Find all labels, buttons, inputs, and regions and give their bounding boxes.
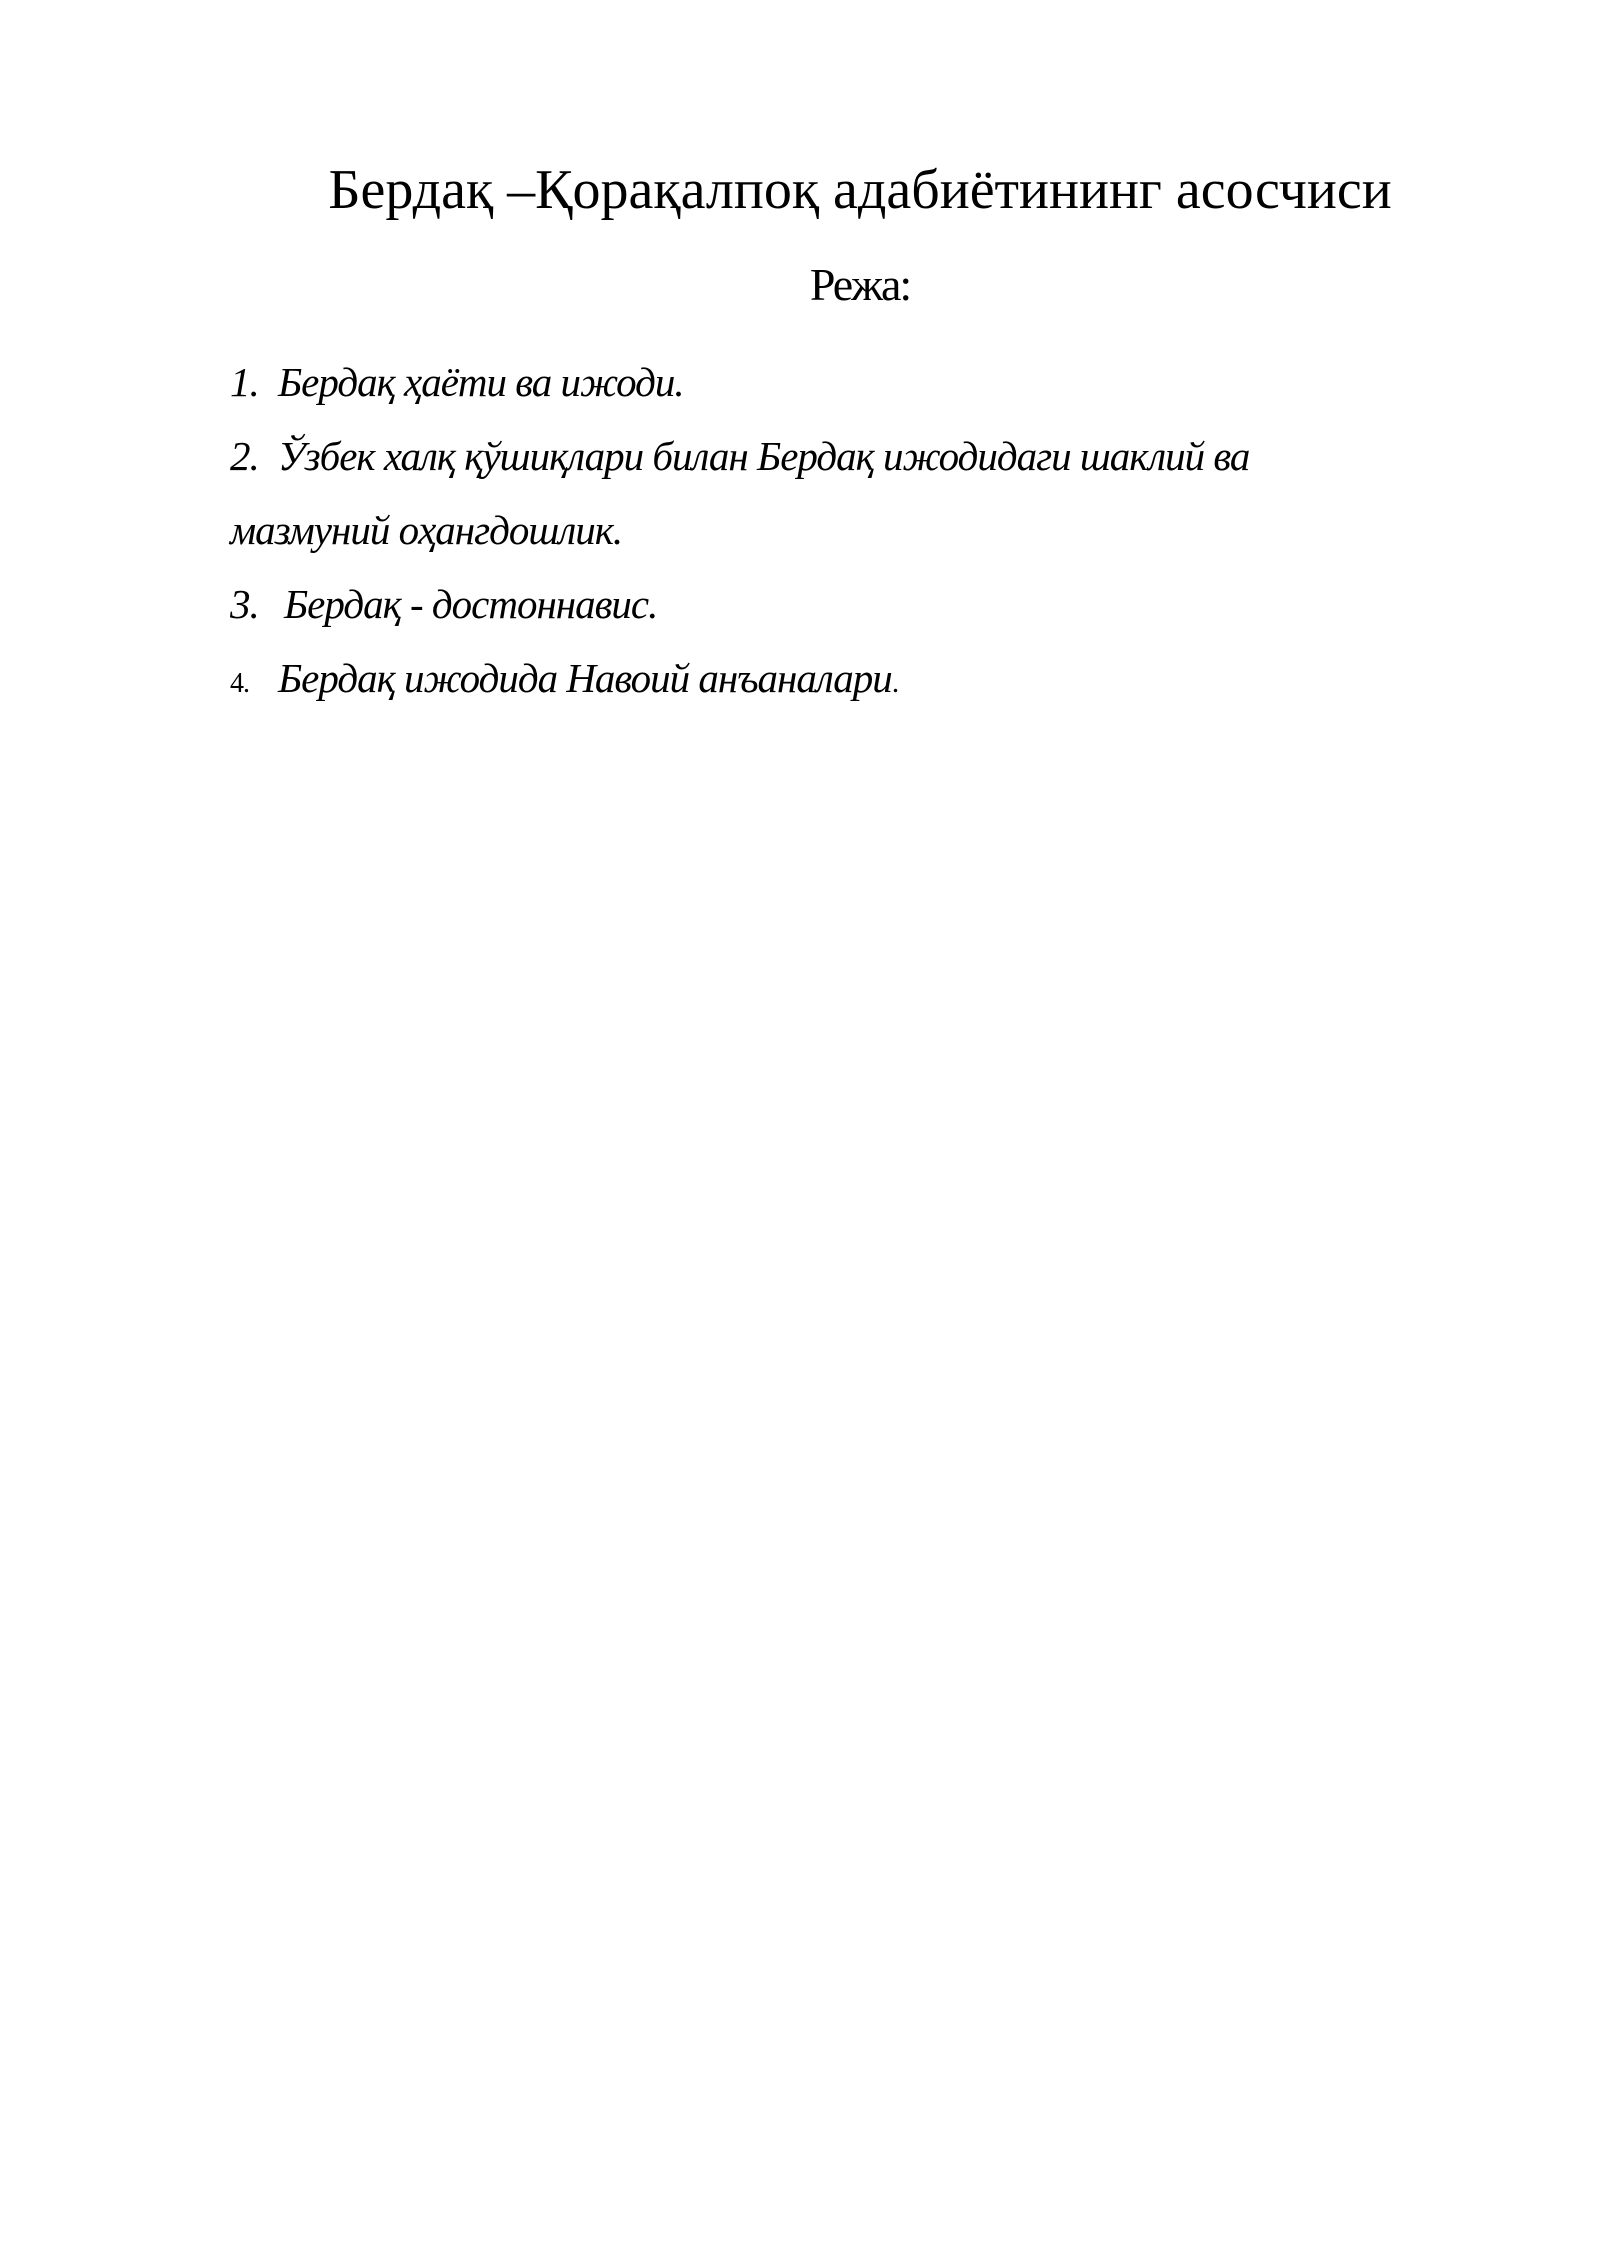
plan-item-text: Ўзбек халқ қўшиқлари билан Бердақ ижодидаги шаклий ва [278, 433, 1250, 479]
plan-item [230, 345, 1430, 419]
plan-item-number: 3. [230, 581, 259, 627]
plan-item-number: 2. [230, 433, 259, 479]
plan-item-text: Бердақ - достоннавис. [284, 581, 658, 627]
plan-item-number: 4. [230, 668, 249, 699]
plan-list [230, 345, 1430, 721]
plan-item-trailing-period: . [891, 666, 899, 699]
plan-item-continuation [230, 493, 1430, 567]
plan-item [230, 419, 1430, 493]
plan-item-number: 1. [230, 359, 259, 405]
plan-heading: Режа: [809, 259, 911, 310]
plan-item [230, 567, 1430, 641]
plan-item [230, 641, 1430, 721]
plan-item-text: Бердақ ижодида Навоий анъаналари [278, 655, 892, 701]
plan-item-continuation-text: мазмуний оҳангдошлик. [230, 507, 623, 553]
document-title: Бердақ –Қорақалпоқ адабиётининг асосчиси [328, 159, 1392, 221]
plan-item-text: Бердақ ҳаёти ва ижоди. [278, 359, 684, 405]
